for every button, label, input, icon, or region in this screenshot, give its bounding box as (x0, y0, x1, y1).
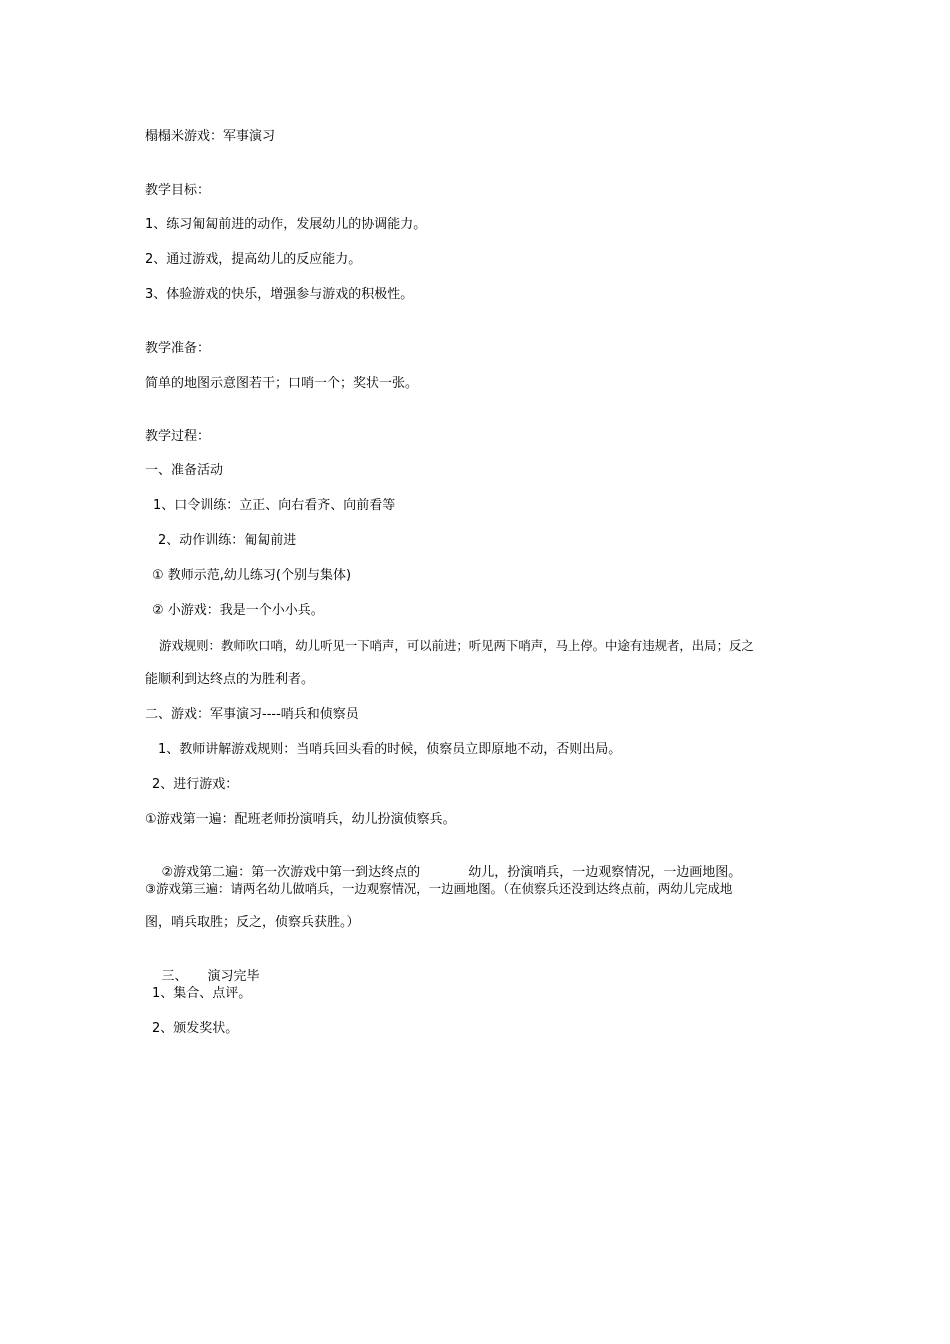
round-3-line-2: 图，哨兵取胜；反之，侦察兵获胜。） (145, 915, 360, 930)
part2-item-2: 2、进行游戏： (152, 777, 239, 792)
objective-item-2: 2、通过游戏，提高幼儿的反应能力。 (145, 252, 362, 267)
part3-item-2: 2、颁发奖状。 (152, 1021, 239, 1036)
preparation-heading: 教学准备： (145, 341, 211, 356)
game-rule-line-1: 游戏规则：教师吹口哨，幼儿听见一下哨声，可以前进；听见两下哨声，马上停。中途有违规者，出局；反之 (159, 638, 754, 653)
process-heading: 教学过程： (145, 429, 211, 444)
round-1-line: ①游戏第一遍：配班老师扮演哨兵，幼儿扮演侦察兵。 (145, 812, 456, 827)
part2-item-1: 1、教师讲解游戏规则：当哨兵回头看的时候，侦察员立即原地不动，否则出局。 (158, 742, 622, 757)
round-2-text-a: ②游戏第二遍：第一次游戏中第一到达终点的 (161, 865, 421, 880)
part3-item-1: 1、集合、点评。 (152, 986, 252, 1001)
objective-item-1: 1、练习匍匐前进的动作，发展幼儿的协调能力。 (145, 217, 427, 232)
preparation-text: 简单的地图示意图若干；口哨一个；奖状一张。 (145, 376, 419, 391)
part2-heading: 二、游戏：军事演习----哨兵和侦察员 (145, 707, 359, 722)
part3-heading-number: 三、 (161, 969, 188, 984)
game-rule-line-2: 能顺利到达终点的为胜利者。 (145, 672, 315, 687)
part1-heading: 一、准备活动 (145, 463, 224, 478)
part1-item-2: 2、动作训练：匍匐前进 (158, 533, 297, 548)
objective-item-3: 3、体验游戏的快乐，增强参与游戏的积极性。 (145, 287, 414, 302)
document-title: 榻榻米游戏：军事演习 (145, 129, 276, 144)
round-3-line-1: ③游戏第三遍：请两名幼儿做哨兵，一边观察情况，一边画地图。（在侦察兵还没到达终点前，两幼儿完成地 (145, 881, 733, 896)
part1-sub-1: ① 教师示范,幼儿练习(个别与集体) (152, 568, 352, 583)
part1-item-1: 1、口令训练：立正、向右看齐、向前看等 (153, 498, 396, 513)
part1-sub-2: ② 小游戏：我是一个小小兵。 (152, 603, 324, 618)
objectives-heading: 教学目标： (145, 183, 211, 198)
part3-heading-text: 演习完毕 (207, 969, 260, 984)
round-2-text-b: 幼儿，扮演哨兵，一边观察情况，一边画地图。 (468, 865, 742, 880)
